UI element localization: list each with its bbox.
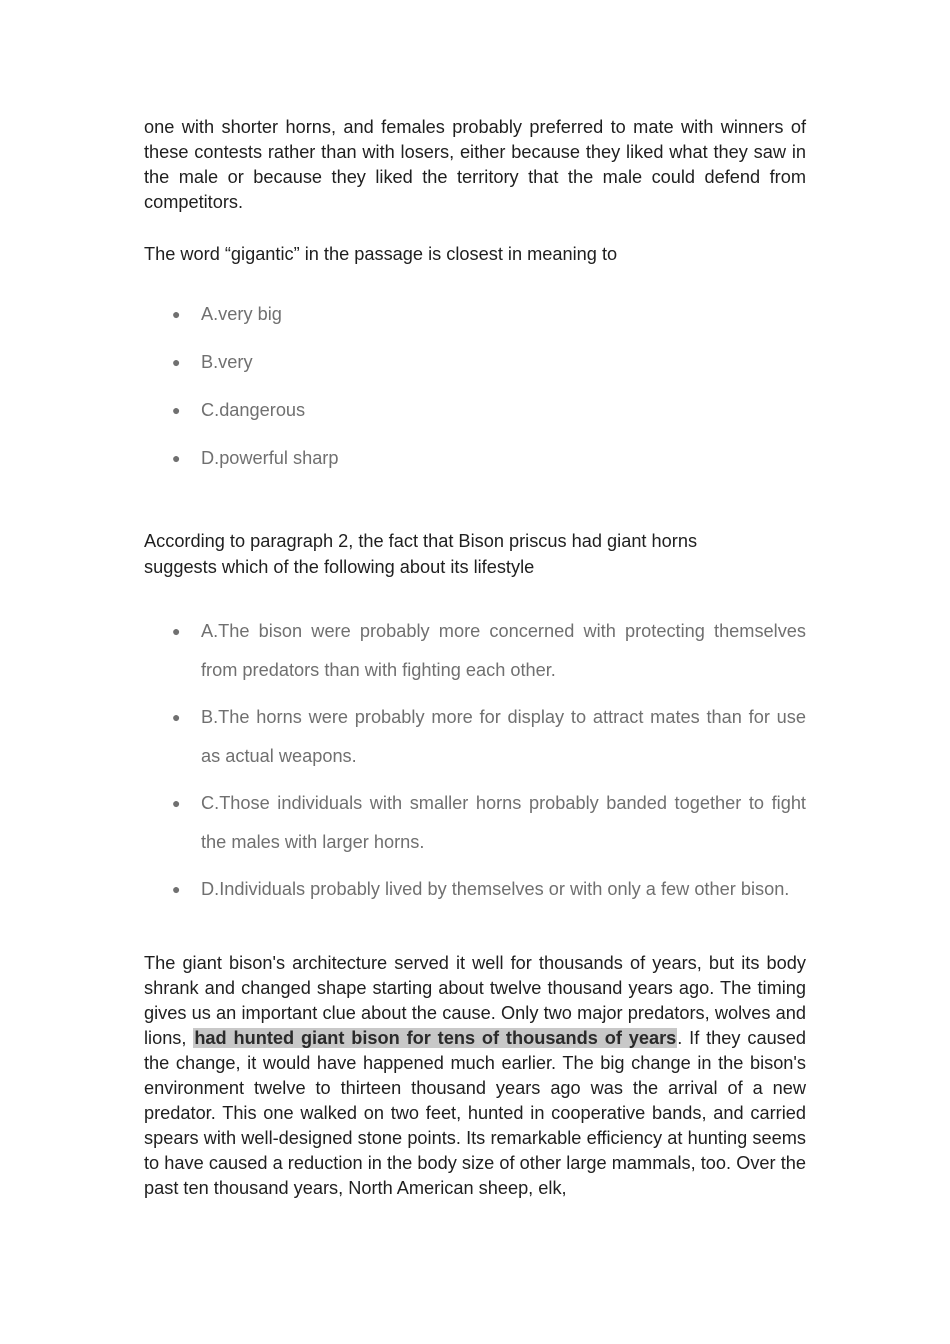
passage-text-before: The giant bison's architecture served it well for thousands of years, but its body shrank and changed shape starting about twelve thousand years ago. The timing gives us an important clue about the cause. Only two major predators, wolves and lions, <box>144 952 806 1048</box>
question-1-option-a[interactable] <box>144 302 806 327</box>
bullet-icon: ● <box>172 709 181 725</box>
bullet-icon: ● <box>172 881 181 897</box>
bullet-icon: ● <box>172 795 181 811</box>
bullet-icon: ● <box>172 306 181 322</box>
question-2-option-b[interactable] <box>144 698 806 775</box>
question-2-line-1: According to paragraph 2, the fact that Bison priscus had giant horns <box>144 531 698 551</box>
option-label: B.The horns were probably more for display to attract mates than for use as actual weapons. <box>201 707 806 766</box>
option-label: D.Individuals probably lived by themselves or with only a few other bison. <box>201 879 790 899</box>
question-2-options <box>144 612 806 909</box>
option-label: A.The bison were probably more concerned with protecting themselves from predators than with fighting each other. <box>201 621 806 680</box>
option-label: D.powerful sharp <box>201 448 339 468</box>
bullet-icon: ● <box>172 450 181 466</box>
question-2-option-a[interactable] <box>144 612 806 689</box>
option-label: C.Those individuals with smaller horns probably banded together to fight the males with larger horns. <box>201 793 806 852</box>
option-label: A.very big <box>201 304 282 324</box>
passage-bottom-paragraph <box>144 951 806 1201</box>
document-page <box>144 115 806 1201</box>
question-1-options <box>144 302 806 471</box>
question-1-option-c[interactable] <box>144 398 806 423</box>
option-label: B.very <box>201 352 253 372</box>
question-1-option-d[interactable] <box>144 446 806 471</box>
bullet-icon: ● <box>172 402 181 418</box>
passage-top-paragraph: one with shorter horns, and females probably preferred to mate with winners of these contests rather than with losers, either because they liked what they saw in the male or because they liked the territory that the male could defend from competitors. <box>144 117 806 212</box>
passage-text-after: . If they caused the change, it would have happened much earlier. The big change in the bison's environment twelve to thirteen thousand years ago was the arrival of a new predator. This one walked on two feet, hunted in cooperative bands, and carried spears with well-designed stone points. Its remarkable efficiency at hunting seems to have caused a reduction in the body size of other large mammals, too. Over the past ten thousand years, North American sheep, elk, <box>144 1027 807 1198</box>
bullet-icon: ● <box>172 623 181 639</box>
question-2-option-c[interactable] <box>144 784 806 861</box>
option-label: C.dangerous <box>201 400 306 420</box>
question-2-text <box>144 528 806 580</box>
question-2-option-d[interactable] <box>144 870 806 909</box>
bullet-icon: ● <box>172 354 181 370</box>
highlighted-phrase: had hunted giant bison for tens of thousands of years <box>194 1027 677 1048</box>
question-2-line-2: suggests which of the following about its lifestyle <box>144 557 535 577</box>
question-1-option-b[interactable] <box>144 350 806 375</box>
question-1-text: The word “gigantic” in the passage is closest in meaning to <box>144 244 618 264</box>
